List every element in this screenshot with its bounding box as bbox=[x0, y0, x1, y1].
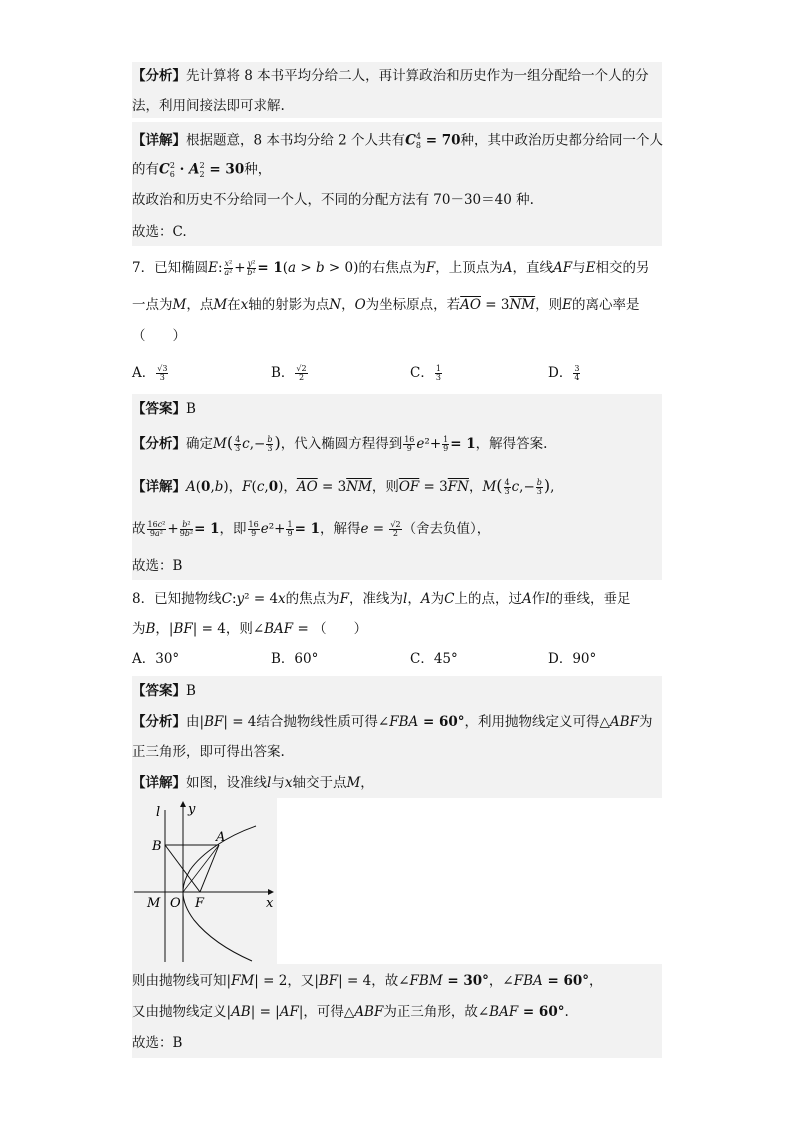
q7-guxuan: 故选：B bbox=[132, 558, 183, 574]
segment-FB-inner bbox=[183, 845, 219, 892]
label-l: l bbox=[156, 805, 161, 820]
q8-figure bbox=[132, 798, 277, 964]
q7-stem-line1: 7．已知椭圆E: $\frac{\text{x²}}{\text{a²}}$ + $\frac{\text{y²}}{\text{b²}}$ = 1(a > b > 0)的右焦点为F，上顶点为A，直线AF与E相交的另 bbox=[132, 259, 650, 277]
segment-AF bbox=[200, 845, 219, 892]
q8-stem-line2: 为B，|BF| = 4，则∠BAF = （ ） bbox=[132, 621, 368, 637]
prev-guxuan: 故选：C. bbox=[132, 224, 187, 240]
label-F: F bbox=[195, 896, 205, 911]
q7-stem-line2: 一点为M，点M在x轴的射影为点N，O为坐标原点，若$\overline{AO} = 3\overline{NM}$，则E的离心率是 bbox=[132, 297, 640, 313]
prev-xiangjie-line1: 【详解】根据题意，8 本书均分给 2 个人共有$C_8^4 = 70$种，其中政治历史都分给同一个人 bbox=[132, 132, 663, 151]
q8-option-a[interactable]: A．30° bbox=[132, 651, 180, 667]
q8-xiangjie-line1: 【详解】如图，设准线l与x轴交于点M， bbox=[132, 775, 374, 791]
q7-option-d[interactable]: D． $\frac{3}{4}$ bbox=[548, 364, 580, 382]
prev-xiangjie-line3: 故政治和历史不分给同一个人，不同的分配方法有 70－30＝40 种. bbox=[132, 192, 534, 208]
q8-option-b[interactable]: B．60° bbox=[271, 651, 319, 667]
q8-fenxi-line2: 正三角形，即可得出答案. bbox=[132, 744, 285, 760]
q8-xiangjie-line2: 则由抛物线可知|FM| = 2，又|BF| = 4，故∠FBM = 30°，∠FBA = 60°， bbox=[132, 973, 603, 989]
q8-xiangjie-line3: 又由抛物线定义|AB| = |AF|，可得△ABF为正三角形，故∠BAF = 60°. bbox=[132, 1004, 569, 1020]
q7-option-b[interactable]: B． $\frac{√2}{2}$ bbox=[271, 364, 307, 382]
q7-fenxi: 【分析】确定M( $\frac{4}{3}$ c,− $\frac{b}{3}$ )，代入椭圆方程得到 $\frac{16}{9}$ e²+ $\frac{1}{9}$ = 1，解得答案. bbox=[132, 433, 548, 453]
parabola-diagram bbox=[132, 798, 277, 964]
q8-guxuan: 故选：B bbox=[132, 1035, 183, 1051]
label-x: x bbox=[266, 896, 274, 911]
q8-answer: 【答案】B bbox=[132, 683, 196, 699]
label-y: y bbox=[188, 802, 196, 817]
q8-fenxi-line1: 【分析】由|BF| = 4结合抛物线性质可得∠FBA = 60°，利用抛物线定义可得△ABF为 bbox=[132, 714, 653, 730]
prev-fenxi-line2: 法，利用间接法即可求解. bbox=[132, 98, 285, 114]
prev-xiangjie-line2: 的有$C_6^2 \cdot A_2^2 = 30$种， bbox=[132, 161, 272, 180]
q7-answer: 【答案】B bbox=[132, 401, 196, 417]
parabola-curve bbox=[183, 826, 256, 961]
label-B: B bbox=[152, 839, 162, 854]
prev-fenxi-line1: 【分析】先计算将 8 本书平均分给二人，再计算政治和历史作为一组分配给一个人的分 bbox=[132, 68, 649, 84]
q7-stem-line3: （ ） bbox=[132, 328, 186, 344]
label-M: M bbox=[147, 896, 161, 911]
q8-option-d[interactable]: D．90° bbox=[548, 651, 597, 667]
q8-stem-line1: 8．已知抛物线C:y² = 4x的焦点为F，准线为l，A为C上的点，过A作l的垂线，垂足 bbox=[132, 591, 631, 607]
q7-option-c[interactable]: C． $\frac{1}{3}$ bbox=[410, 364, 441, 382]
q7-option-a[interactable]: A． $\frac{√3}{3}$ bbox=[132, 364, 168, 382]
q8-option-c[interactable]: C．45° bbox=[410, 651, 458, 667]
q7-xiangjie-line2: 故 $\frac{\text{16c²}}{\text{9a²}}$ + $\frac{\text{b²}}{\text{9b²}}$ = 1，即 $\frac{16}{9}$ e²+ $\frac{1}{9}$ = 1，解得e = $\frac{√2}{2}$ （舍去负值）， bbox=[132, 520, 491, 538]
label-A: A bbox=[216, 830, 226, 845]
q7-xiangjie-line1: 【详解】A(0,b)，F(c,0)，$\overline{AO} = 3\overline{NM}$，则$\overline{OF} = 3\overline{FN}$，M( $\frac{4}{3}$ c,− $\frac{b}{3}$ ), bbox=[132, 476, 555, 496]
label-O: O bbox=[170, 896, 181, 911]
